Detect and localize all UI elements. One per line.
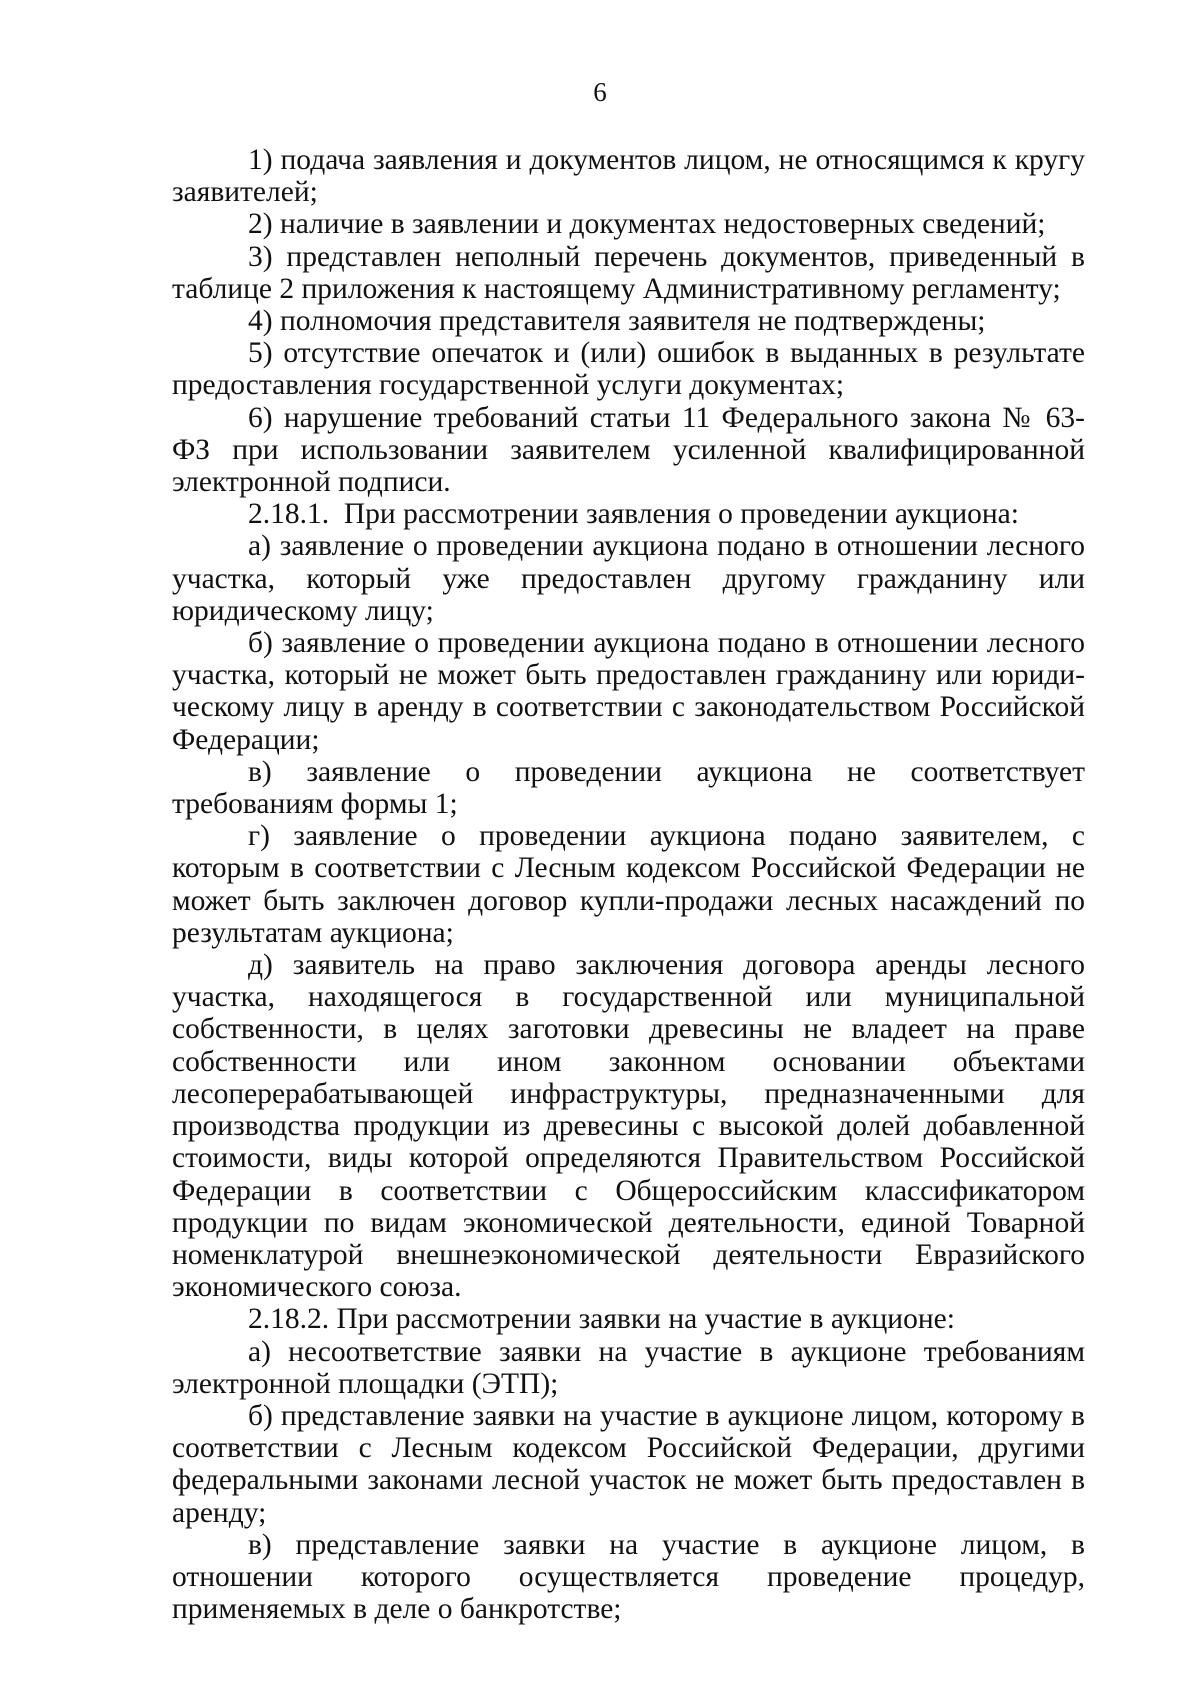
paragraph-2-18-2-item-b: б) представление заявки на участие в аукционе лицом, которому в соответствии с Лесным кодексом Российской Федерации, другими федеральными законами лесной участок не может быть предоставлен в аренду; bbox=[172, 1399, 1085, 1529]
paragraph-refusal-item-1: 1) подача заявления и документов лицом, не относящимся к кругу заявителей; bbox=[172, 144, 1085, 209]
paragraph-refusal-item-5: 5) отсутствие опечаток и (или) ошибок в выданных в результате предоставления государственной услуги документах; bbox=[172, 337, 1085, 402]
paragraph-refusal-item-2: 2) наличие в заявлении и документах недостоверных сведений; bbox=[248, 208, 1046, 241]
page-number: 6 bbox=[593, 77, 607, 107]
paragraph-2-18-1-item-a: а) заявление о проведении аукциона подано в отношении лесного участка, который уже предоставлен другому гражданину или юридическому лицу; bbox=[172, 530, 1085, 627]
paragraph-2-18-2-item-a: а) несоответствие заявки на участие в аукционе требованиям электронной площадки (ЭТП); bbox=[172, 1335, 1085, 1400]
paragraph-2-18-1-item-b: б) заявление о проведении аукциона подано в отношении лесного участка, который не может быть предоставлен гражданину или юридическому лицу в аренду в соответствии с законодательством Российской Федерации; bbox=[172, 627, 1085, 756]
paragraph-2-18-2-item-v: в) представление заявки на участие в аукционе лицом, в отношении которого осуществляется проведение процедур, применяемых в деле о банкротстве; bbox=[172, 1528, 1085, 1626]
paragraph-refusal-item-4: 4) полномочия представителя заявителя не подтверждены; bbox=[248, 305, 986, 338]
paragraph-2-18-1-item-g: г) заявление о проведении аукциона подано заявителем, с которым в соответствии с Лесным кодексом Российской Федерации не может быть заключен договор купли-продажи лесных насаждений по результатам аукциона; bbox=[172, 820, 1085, 949]
paragraph-section-2-18-1-heading: 2.18.1. При рассмотрении заявления о проведении аукциона: bbox=[248, 498, 1019, 531]
document-body bbox=[172, 144, 1085, 1625]
paragraph-refusal-item-3: 3) представлен неполный перечень документов, приведенный в таблице 2 приложения к настоящему Административному регламенту; bbox=[172, 240, 1085, 305]
paragraph-section-2-18-2-heading: 2.18.2. При рассмотрении заявки на участие в аукционе: bbox=[248, 1303, 955, 1336]
paragraph-2-18-1-item-v: в) заявление о проведении аукциона не соответствует требованиям формы 1; bbox=[172, 755, 1085, 821]
paragraph-2-18-1-item-d: д) заявитель на право заключения договора аренды лесного участка, находящегося в государственной или муниципальной собственности, в целях заготовки древесины не владеет на праве собственности или ином законном основании объектами лесоперерабатывающей инфраструктуры, предназначенными для производства продукции из древесины с высокой долей добавленной стоимости, виды которой определяются Правительством Российской Федерации в соответствии с Общероссийским классификатором продукции по видам экономической деятельности, единой Товарной номенклатурой внешнеэкономической деятельности Евразийского экономического союза. bbox=[172, 949, 1085, 1304]
paragraph-refusal-item-6: 6) нарушение требований статьи 11 Федерального закона № 63-ФЗ при использовании заявителем усиленной квалифицированной электронной подписи. bbox=[172, 401, 1085, 499]
